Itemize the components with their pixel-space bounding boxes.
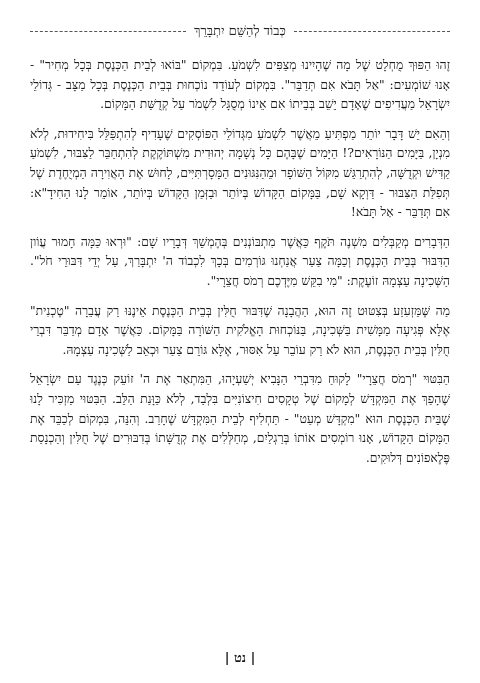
header-dash-left [30, 31, 186, 32]
paragraph-1: זֶהוּ הַפּוּךְ מֻחְלָט שֶׁל מָה שֶׁהָיִינוּ מְצַפִּים לִשְׁמֹעַ. בִּמְקוֹם "בּוֹאוּ לְבֵית הַכְּנֶסֶת בְּכָל מְחִיר" - אָנוּ שׁוֹמְעִים: "אַל תָּבֹא אִם תְּדַבֵּר". בִּמְקוֹם לְעוֹדֵד נוֹכְחוּת בְּבֵית הַכְּנֶסֶת בְּכָל מַצָּב - גְּדוֹלֵי יִשְׂרָאֵל מַעֲדִיפִים שֶׁאָדָם יֵשֵׁב בְּבֵיתוֹ אִם אֵינוֹ מְסֻגָּל לִשְׁמֹר עַל קְדֻשַּׁת הַמָּקוֹם. [30, 58, 450, 112]
paragraph-2: וְהַאִם יֵשׁ דָּבָר יוֹתֵר מַפְתִּיעַ מֵאֲשֶׁר לִשְׁמֹעַ מִגְּדוֹלֵי הַפּוֹסְקִים שֶׁעָדִיף לְהִתְפַּלֵּל בִּיחִידוּת, לְלֹא מִנְיָן, בַּיָּמִים הַנּוֹרָאִים?! הַיָּמִים שֶׁבָּהֶם כָּל נְשָׁמָה יְהוּדִית מִשְׁתּוֹקֶקֶת לְהִתְחַבֵּר לַצִּבּוּר, לִשְׁמֹעַ קַדִּישׁ וּקְדֻשָּׁה, לְהִתְרַגֵּשׁ מִקּוֹל הַשּׁוֹפָר וּמֵהַנִּגּוּנִים הַמָּסָרְתִּיִּים, לָחוּשׁ אֶת הָאֲוִירָה הַמְיֻחֶדֶת שֶׁל תְּפִלַּת הַצִּבּוּר - דַּוְקָא שָׁם, בַּמָּקוֹם הַקָּדוֹשׁ בְּיוֹתֵר וּבַזְּמַן הַקָּדוֹשׁ בְּיוֹתֵר, אוֹמֵר לָנוּ הַחִידָ"א: אִם תְּדַבֵּר - אַל תָּבֹא! [30, 126, 450, 220]
page-number: | נט | [224, 651, 256, 666]
running-header-title: כְּבוֹד לְהַשֵּׁם יִתְבָּרֵךְ [194, 24, 286, 39]
paragraph-3: הַדְּבָרִים מְקַבְּלִים מִשְׁנֶה תֹּקֶף כַּאֲשֶׁר מִתְבּוֹנְנִים בְּהֶמְשֵׁךְ דְּבָרָיו שָׁם: "וּרְאוּ כַּמָּה חָמוּר עֲוֹון הַדִּבּוּר בְּבֵית הַכְּנֶסֶת וְכַמָּה צַעַר אֲנַחְנוּ גּוֹרְמִים בְּכָךְ לִכְבוֹד ה' יִתְבָּרַךְ, עַל יְדֵי דִּבּוּרֵי חֹל". הַשְּׁכִינָה עַצְמָהּ זוֹעֶקֶת: "מִי בִקֵּשׁ מִיֶּדְכֶם רְמֹס חֲצֵרָי". [30, 234, 450, 288]
paragraph-5: הַבִּטּוּי "רְמֹס חֲצֵרָי" לָקוּחַ מִדִּבְרֵי הַנָּבִיא יְשַׁעְיָהוּ, הַמִּתְאַר אֶת ה' זוֹעֵק כְּנֶגֶד עַם יִשְׂרָאֵל שֶׁהָפַךְ אֶת הַמִּקְדָּשׁ לְמָקוֹם שֶׁל טְקָסִים חִיצוֹנִיִּים בִּלְבַד, לְלֹא כַּוָּנַת הַלֵּב. הַבִּטּוּי מַזְכִּיר לָנוּ שֶׁבֵּית הַכְּנֶסֶת הוּא "מִקְדָּשׁ מְעַט" - תַּחְלִיף לְבֵית הַמִּקְדָּשׁ שֶׁחָרַב. וְהִנֵּה, בִּמְקוֹם לְכַבֵּד אֶת הַמָּקוֹם הַקָּדוֹשׁ, אָנוּ רוֹמְסִים אוֹתוֹ בְּרַגְלַיִם, מְחַלְּלִים אֶת קְדֻשָּׁתוֹ בְּדִבּוּרִים שֶׁל חֻלִּין וְהַכְנָסַת פֶּלֶאפוֹנִים דְּלוּקִים. [30, 372, 450, 465]
header-dash-right [294, 31, 450, 32]
running-header [30, 20, 450, 42]
paragraph-4: מַה שֶּׁמַּזְעִזַע בְּצִטּוּט זֶה הוּא, הַהֲבָנָה שֶׁדִּבּוּר חֻלִּין בְּבֵית הַכְּנֶסֶת אֵינֶנּוּ רַק עֲבֵרָה "טֶכְנִית" אֶלָּא פְּגִיעָה מַמָּשִׁית בַּשְּׁכִינָה, בַּנּוֹכְחוּת הָאֱלֹקִית הַשּׁוֹרָה בַּמָּקוֹם. כַּאֲשֶׁר אָדָם מְדַבֵּר דִּבְרֵי חֻלִּין בְּבֵית הַכְּנֶסֶת, הוּא לֹא רַק עוֹבֵר עַל אִסּוּר, אֶלָּא גּוֹרֵם צַעַר וּכְאֵב לַשְּׁכִינָה עַצְמָהּ. [30, 303, 450, 357]
